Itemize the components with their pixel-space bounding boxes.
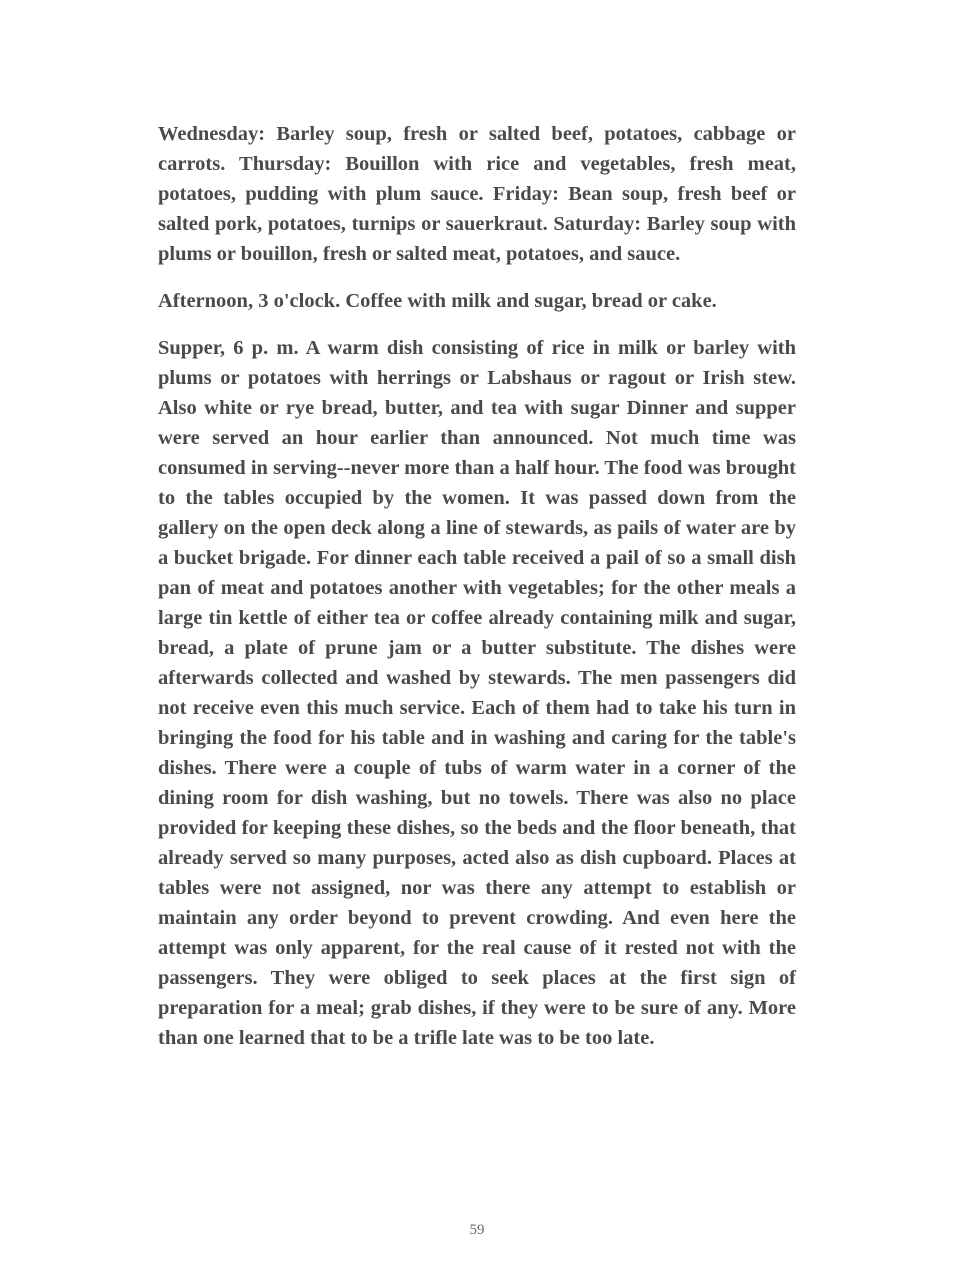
paragraph-supper: Supper, 6 p. m. A warm dish consisting of rice in milk or barley with plums or potatoes with herrings or Labshaus or ragout or Irish stew. Also white or rye bread, butter, and tea with sugar Dinner and supper were served an hour earlier than announced. Not much time was consumed in serving--never more than a half hour. The food was brought to the tables occupied by the women. It was passed down from the gallery on the open deck along a line of stewards, as pails of water are by a bucket brigade. For dinner each table received a pail of so a small dish pan of meat and potatoes another with vegetables; for the other meals a large tin kettle of either tea or coffee already containing milk and sugar, bread, a plate of prune jam or a butter substitute. The dishes were afterwards collected and washed by stewards. The men passengers did not receive even this much service. Each of them had to take his turn in bringing the food for his table and in washing and caring for the table's dishes. There were a couple of tubs of warm water in a corner of the dining room for dish washing, but no towels. There was also no place provided for keeping these dishes, so the beds and the floor beneath, that already served so many purposes, acted also as dish cupboard. Places at tables were not assigned, nor was there any attempt to establish or maintain any order beyond to prevent crowding. And even here the attempt was only apparent, for the real cause of it rested not with the passengers. They were obliged to seek places at the first sign of preparation for a meal; grab dishes, if they were to be sure of any. More than one learned that to be a trifle late was to be too late. xyxy=(158,337,796,1049)
paragraph-menu-days: Wednesday: Barley soup, fresh or salted beef, potatoes, cabbage or carrots. Thursday: Bouillon with rice and vegetables, fresh meat, potatoes, pudding with plum sauce. Friday: Bean soup, fresh beef or salted pork, potatoes, turnips or sauerkraut. Saturday: Barley soup with plums or bouillon, fresh or salted meat, potatoes, and sauce. xyxy=(158,123,796,265)
body-text xyxy=(158,119,796,1070)
page-number: 59 xyxy=(469,1222,485,1238)
paragraph-afternoon: Afternoon, 3 o'clock. Coffee with milk and sugar, bread or cake. xyxy=(158,290,717,312)
